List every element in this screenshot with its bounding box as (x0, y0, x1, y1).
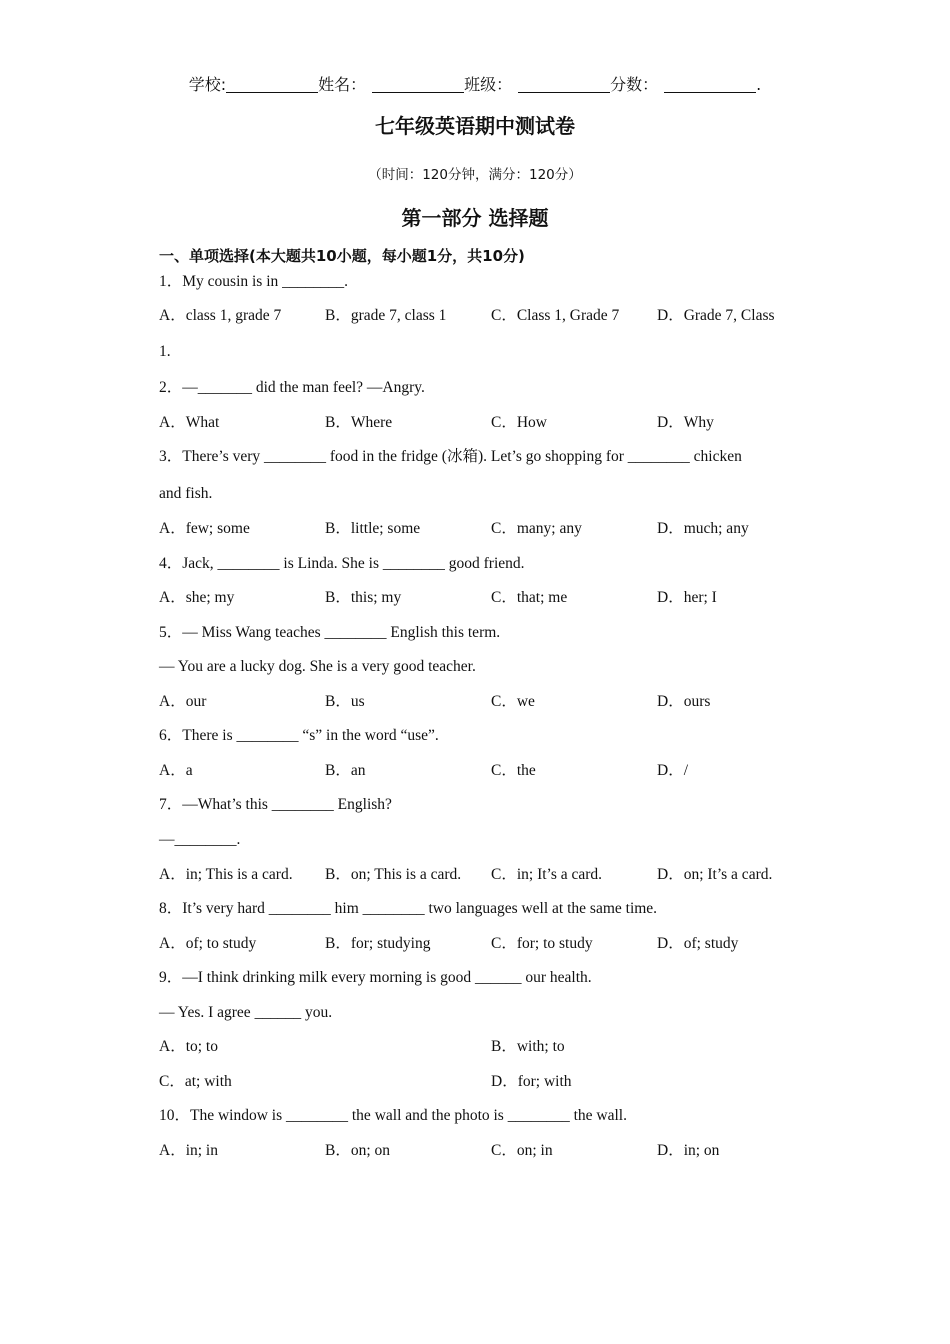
question-5-option-b: B．us (325, 693, 365, 710)
question-2-option-c: C．How (491, 414, 547, 431)
question-1-option-a: A．class 1, grade 7 (159, 307, 282, 324)
question-7-stem-cont: —________. (159, 831, 241, 848)
exam-subtitle: （时间：120分钟，满分：120分） (368, 167, 582, 183)
question-1-option-d: D．Grade 7, Class (657, 307, 775, 324)
class-label: 班级： (464, 75, 513, 94)
question-4-option-c: C．that; me (491, 589, 568, 606)
question-9-stem-cont: — Yes. I agree ______ you. (159, 1004, 333, 1021)
question-3-stem-cont: and fish. (159, 485, 213, 502)
question-10-option-a: A．in; in (159, 1142, 218, 1159)
school-label: 学校: (188, 75, 227, 94)
question-1-stem: 1．My cousin is in ________. (159, 273, 349, 290)
question-3-option-c: C．many; any (491, 520, 582, 537)
question-10-option-d: D．in; on (657, 1142, 720, 1159)
question-6-option-a: A．a (159, 762, 193, 779)
question-5-option-d: D．ours (657, 693, 711, 710)
question-7-option-d: D．on; It’s a card. (657, 866, 773, 883)
question-8-option-a: A．of; to study (159, 935, 257, 952)
question-8-stem: 8．It’s very hard ________ him ________ two languages well at the same time. (159, 900, 658, 917)
student-info-line (0, 72, 950, 95)
name-label: 姓名： (318, 75, 367, 94)
question-2-option-a: A．What (159, 414, 220, 431)
section-title: 一、单项选择(本大题共10小题，每小题1分，共10分) (159, 247, 525, 265)
question-8-option-d: D．of; study (657, 935, 739, 952)
question-6-option-c: C．the (491, 762, 536, 779)
question-7-option-b: B．on; This is a card. (325, 866, 462, 883)
question-3-option-d: D．much; any (657, 520, 749, 537)
question-3-option-a: A．few; some (159, 520, 250, 537)
question-2-option-d: D．Why (657, 414, 714, 431)
question-2-stem: 2．—_______ did the man feel? —Angry. (159, 379, 425, 396)
question-8-option-c: C．for; to study (491, 935, 593, 952)
end-mark: . (756, 75, 762, 94)
question-8-option-b: B．for; studying (325, 935, 431, 952)
question-4-option-d: D．her; I (657, 589, 717, 606)
question-1-option-b: B．grade 7, class 1 (325, 307, 447, 324)
question-6-stem: 6．There is ________ “s” in the word “use”. (159, 727, 439, 744)
question-9-option-c: C．at; with (159, 1073, 232, 1090)
question-7-option-a: A．in; This is a card. (159, 866, 293, 883)
question-6-option-d: D．/ (657, 762, 689, 779)
question-9-stem: 9．—I think drinking milk every morning is good ______ our health. (159, 969, 592, 986)
question-5-option-c: C．we (491, 693, 535, 710)
question-9-option-a: A．to; to (159, 1038, 218, 1055)
question-10-option-c: C．on; in (491, 1142, 553, 1159)
question-5-option-a: A．our (159, 693, 207, 710)
question-9-option-b: B．with; to (491, 1038, 565, 1055)
exam-title: 七年级英语期中测试卷 (375, 114, 575, 138)
score-blank (664, 76, 756, 93)
school-blank (226, 76, 318, 93)
question-5-stem-cont: — You are a lucky dog. She is a very good teacher. (159, 658, 476, 675)
question-10-stem: 10．The window is ________ the wall and the photo is ________ the wall. (159, 1107, 627, 1124)
question-3-option-b: B．little; some (325, 520, 421, 537)
question-1-option-d-wrap: 1. (159, 343, 171, 360)
question-10-option-b: B．on; on (325, 1142, 391, 1159)
question-4-option-b: B．this; my (325, 589, 402, 606)
question-7-stem: 7．—What’s this ________ English? (159, 796, 392, 813)
question-6-option-b: B．an (325, 762, 366, 779)
class-blank (518, 76, 610, 93)
part-title: 第一部分 选择题 (401, 206, 549, 230)
question-1-option-c: C．Class 1, Grade 7 (491, 307, 620, 324)
question-2-option-b: B．Where (325, 414, 393, 431)
score-label: 分数： (610, 75, 659, 94)
name-blank (372, 76, 464, 93)
question-4-option-a: A．she; my (159, 589, 235, 606)
question-7-option-c: C．in; It’s a card. (491, 866, 603, 883)
question-5-stem: 5．— Miss Wang teaches ________ English this term. (159, 624, 501, 641)
question-4-stem: 4．Jack, ________ is Linda. She is ________ good friend. (159, 555, 525, 572)
question-9-option-d: D．for; with (491, 1073, 572, 1090)
question-3-stem: 3．There’s very ________ food in the fridge (冰箱). Let’s go shopping for ________ chicken (159, 448, 742, 465)
